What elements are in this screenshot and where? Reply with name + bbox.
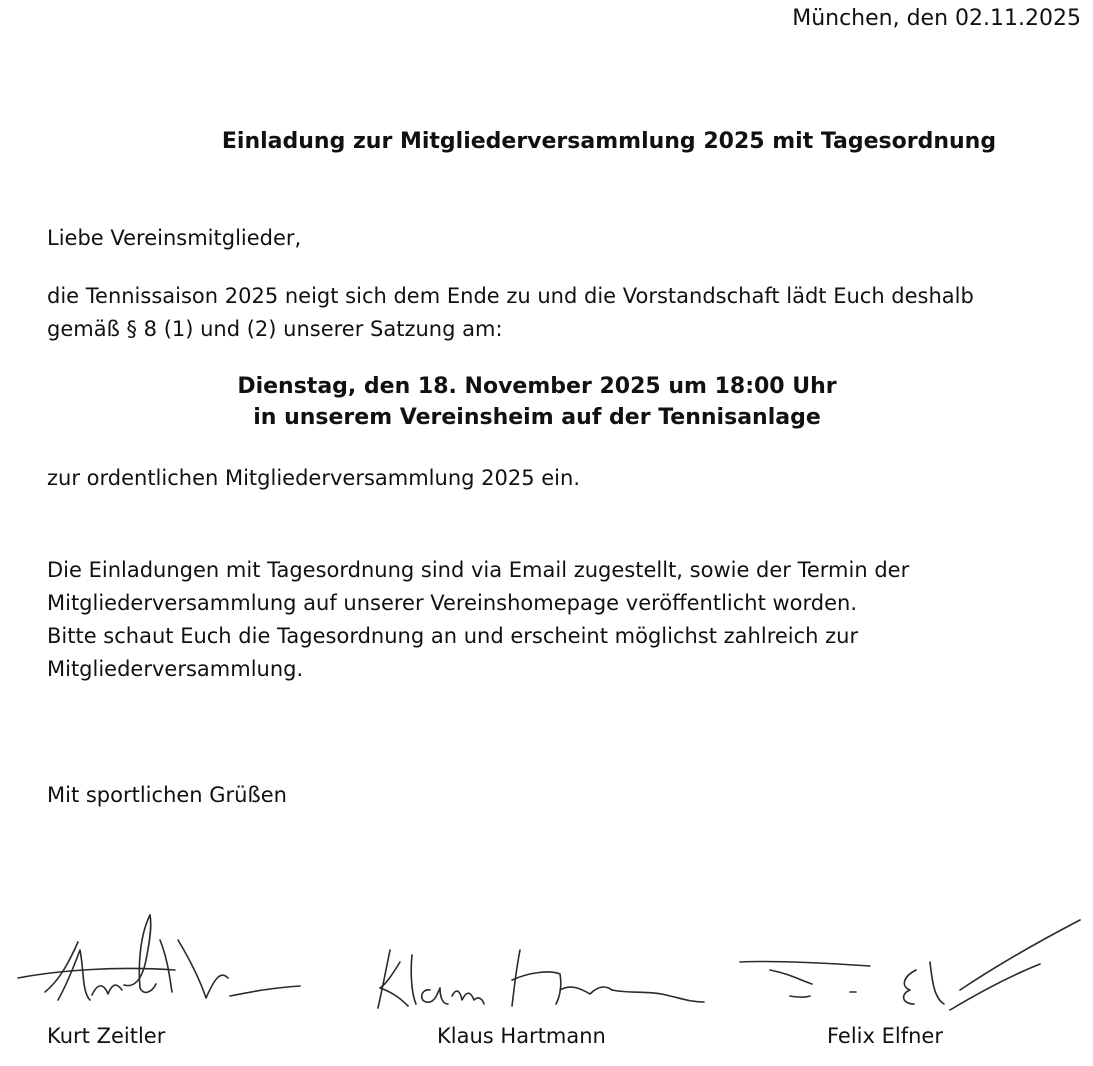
info-line: Bitte schaut Euch die Tagesordnung an und erscheint möglichst zahlreich zur: [47, 624, 859, 648]
intro-paragraph: [47, 280, 974, 346]
info-line: Mitgliederversammlung.: [47, 657, 304, 681]
letter-title: Einladung zur Mitgliederversammlung 2025 mit Tagesordnung: [221, 129, 997, 154]
event-date-time: Dienstag, den 18. November 2025 um 18:00 Uhr: [237, 374, 837, 399]
signatory-name: Kurt Zeitler: [47, 1024, 166, 1048]
info-paragraph: [47, 554, 909, 686]
signatory-name: Felix Elfner: [827, 1024, 943, 1048]
invite-end: zur ordentlichen Mitgliederversammlung 2025 ein.: [47, 466, 580, 490]
event-location: in unserem Vereinsheim auf der Tennisanlage: [253, 405, 821, 430]
info-line: Mitgliederversammlung auf unserer Vereinshomepage veröffentlicht worden.: [47, 591, 858, 615]
event-details: [0, 371, 1074, 433]
signatory-name: Klaus Hartmann: [437, 1024, 606, 1048]
signature-kurt-zeitler: [18, 915, 300, 1000]
salutation: Liebe Vereinsmitglieder,: [47, 226, 302, 250]
signature-felix-elfner: [740, 920, 1080, 1010]
signature-klaus-hartmann: [378, 950, 704, 1008]
intro-line: die Tennissaison 2025 neigt sich dem Ende zu und die Vorstandschaft lädt Euch deshalb: [47, 284, 974, 308]
signatures-image: [0, 900, 1093, 1030]
closing: Mit sportlichen Grüßen: [47, 783, 287, 807]
place-date: München, den 02.11.2025: [792, 6, 1081, 31]
info-line: Die Einladungen mit Tagesordnung sind via Email zugestellt, sowie der Termin der: [47, 558, 910, 582]
intro-line: gemäß § 8 (1) und (2) unserer Satzung am:: [47, 317, 503, 341]
